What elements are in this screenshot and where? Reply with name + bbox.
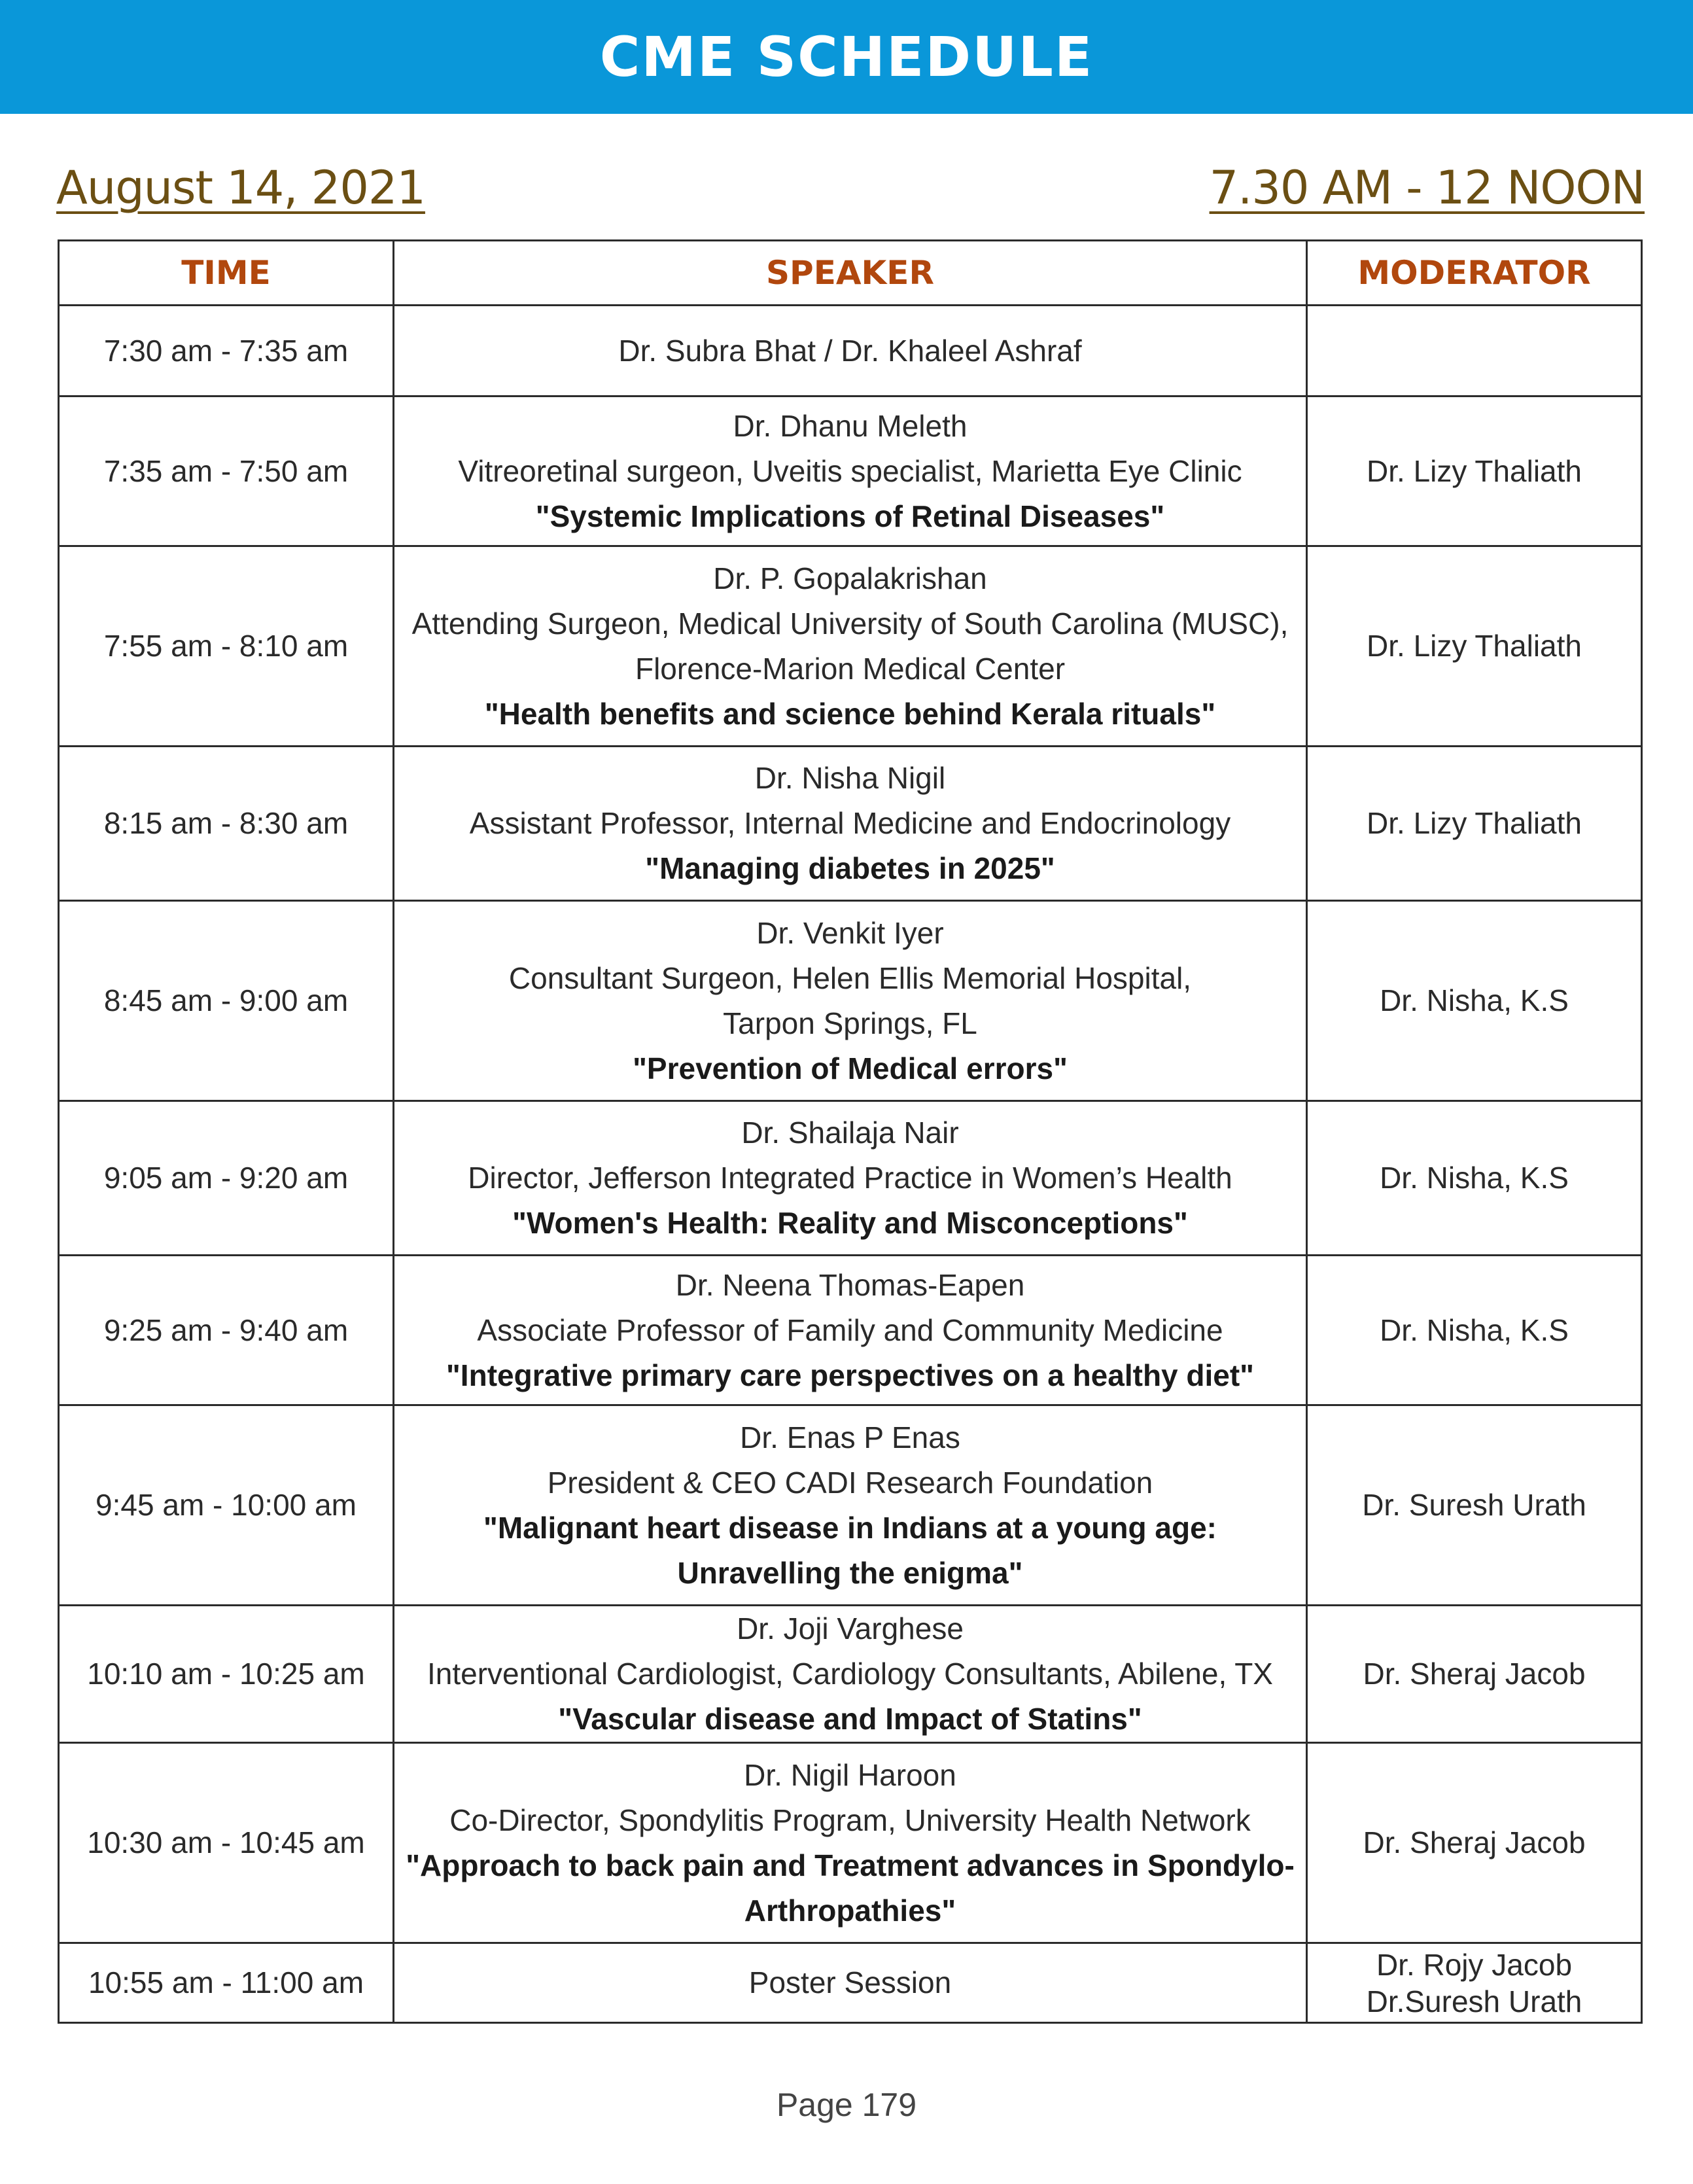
speaker-affiliation: Assistant Professor, Internal Medicine and Endocrinology (469, 806, 1231, 840)
moderator-cell (1307, 901, 1642, 1101)
speaker-affiliation: Associate Professor of Family and Community Medicine (477, 1312, 1223, 1347)
time-cell: 9:45 am - 10:00 am (59, 1405, 394, 1606)
event-date: August 14, 2021 (56, 161, 425, 215)
table-row (59, 1256, 1642, 1405)
time-cell: 8:45 am - 9:00 am (59, 901, 394, 1101)
speaker-cell (394, 1943, 1307, 2023)
speaker-cell (394, 901, 1307, 1101)
time-cell: 10:10 am - 10:25 am (59, 1606, 394, 1743)
table-header-row (59, 241, 1642, 306)
time-cell: 9:25 am - 9:40 am (59, 1256, 394, 1405)
speaker-name: Poster Session (748, 1965, 952, 1999)
speaker-affiliation: Co-Director, Spondylitis Program, University Health Network (449, 1803, 1251, 1837)
speaker-affiliation: Interventional Cardiologist, Cardiology Consultants, Abilene, TX (427, 1657, 1273, 1691)
speaker-name: Dr. Subra Bhat / Dr. Khaleel Ashraf (618, 333, 1082, 368)
moderator-name: Dr.Suresh Urath (1366, 1984, 1582, 2018)
speaker-cell (394, 1743, 1307, 1943)
talk-title: "Integrative primary care perspectives on a healthy diet" (446, 1358, 1254, 1392)
column-header-time: TIME (59, 241, 394, 306)
moderator-name: Dr. Nisha, K.S (1380, 983, 1569, 1017)
table-row (59, 546, 1642, 747)
table-row (59, 1743, 1642, 1943)
speaker-name: Dr. Nisha Nigil (754, 761, 946, 795)
table-row (59, 306, 1642, 396)
speaker-affiliation: Vitreoretinal surgeon, Uveitis specialist, Marietta Eye Clinic (458, 453, 1242, 488)
speaker-name: Dr. Joji Varghese (737, 1612, 964, 1646)
speaker-affiliation: President & CEO CADI Research Foundation (547, 1465, 1153, 1500)
page-title: CME SCHEDULE (599, 25, 1094, 89)
speaker-cell (394, 546, 1307, 747)
time-cell: 7:30 am - 7:35 am (59, 306, 394, 396)
table-row (59, 1405, 1642, 1606)
moderator-cell (1307, 1943, 1642, 2023)
moderator-cell (1307, 1256, 1642, 1405)
speaker-cell (394, 1405, 1307, 1606)
talk-title: "Women's Health: Reality and Misconceptions" (512, 1206, 1188, 1240)
moderator-cell (1307, 546, 1642, 747)
speaker-cell (394, 396, 1307, 546)
moderator-name: Dr. Rojy Jacob (1376, 1947, 1573, 1982)
table-row (59, 1943, 1642, 2023)
speaker-affiliation: Director, Jefferson Integrated Practice in Women’s Health (468, 1161, 1232, 1195)
speaker-name: Dr. Shailaja Nair (741, 1116, 959, 1150)
moderator-name: Dr. Sheraj Jacob (1363, 1657, 1586, 1691)
table-row (59, 396, 1642, 546)
speaker-cell (394, 1606, 1307, 1743)
table-row (59, 1101, 1642, 1256)
talk-title: "Vascular disease and Impact of Statins" (558, 1702, 1142, 1736)
talk-title: "Prevention of Medical errors" (633, 1051, 1068, 1085)
header-banner (0, 0, 1693, 114)
moderator-cell (1307, 306, 1642, 396)
page-number: Page 179 (776, 2087, 917, 2123)
moderator-cell (1307, 1405, 1642, 1606)
moderator-cell (1307, 1606, 1642, 1743)
speaker-cell (394, 747, 1307, 901)
speaker-affiliation: Florence-Marion Medical Center (635, 651, 1066, 686)
speaker-cell (394, 1256, 1307, 1405)
speaker-affiliation: Attending Surgeon, Medical University of South Carolina (MUSC), (411, 606, 1289, 641)
moderator-name: Dr. Lizy Thaliath (1367, 806, 1582, 840)
moderator-cell (1307, 1743, 1642, 1943)
speaker-cell (394, 1101, 1307, 1256)
table-row (59, 1606, 1642, 1743)
moderator-name: Dr. Nisha, K.S (1380, 1161, 1569, 1195)
speaker-cell (394, 306, 1307, 396)
table-row (59, 747, 1642, 901)
talk-title: "Systemic Implications of Retinal Diseases" (535, 499, 1165, 533)
moderator-cell (1307, 747, 1642, 901)
moderator-name: Dr. Suresh Urath (1362, 1488, 1586, 1522)
speaker-name: Dr. Enas P Enas (740, 1420, 960, 1454)
moderator-cell (1307, 396, 1642, 546)
speaker-name: Dr. Neena Thomas-Eapen (675, 1267, 1025, 1302)
talk-title: "Health benefits and science behind Kerala rituals" (484, 696, 1216, 731)
time-cell: 8:15 am - 8:30 am (59, 747, 394, 901)
speaker-name: Dr. Dhanu Meleth (733, 408, 968, 443)
talk-title: "Malignant heart disease in Indians at a young age: Unravelling the enigma" (483, 1510, 1217, 1590)
schedule-table (58, 239, 1643, 2024)
time-cell: 9:05 am - 9:20 am (59, 1101, 394, 1256)
moderator-name: Dr. Nisha, K.S (1380, 1312, 1569, 1347)
speaker-affiliation: Consultant Surgeon, Helen Ellis Memorial Hospital, (508, 960, 1192, 995)
time-cell: 10:55 am - 11:00 am (59, 1943, 394, 2023)
time-cell: 7:55 am - 8:10 am (59, 546, 394, 747)
talk-title: "Approach to back pain and Treatment advances in Spondylo-Arthropathies" (406, 1848, 1295, 1928)
moderator-cell (1307, 1101, 1642, 1256)
time-cell: 10:30 am - 10:45 am (59, 1743, 394, 1943)
event-time-range: 7.30 AM - 12 NOON (1209, 161, 1645, 215)
moderator-name: Dr. Lizy Thaliath (1367, 629, 1582, 663)
speaker-name: Dr. P. Gopalakrishan (713, 561, 987, 595)
speaker-affiliation: Tarpon Springs, FL (723, 1006, 977, 1040)
moderator-name: Dr. Lizy Thaliath (1367, 453, 1582, 488)
talk-title: "Managing diabetes in 2025" (645, 851, 1055, 885)
table-row (59, 901, 1642, 1101)
speaker-name: Dr. Venkit Iyer (756, 915, 944, 950)
column-header-moderator: MODERATOR (1307, 241, 1642, 306)
speaker-name: Dr. Nigil Haroon (744, 1757, 956, 1792)
time-cell: 7:35 am - 7:50 am (59, 396, 394, 546)
moderator-name: Dr. Sheraj Jacob (1363, 1825, 1586, 1859)
column-header-speaker: SPEAKER (394, 241, 1307, 306)
